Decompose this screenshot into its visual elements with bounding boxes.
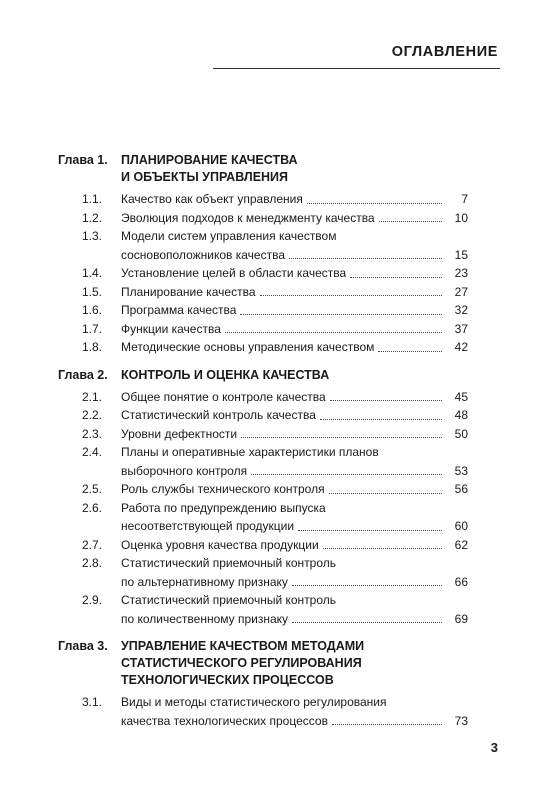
chapter-section [58,638,468,730]
entry-page: 15 [454,247,468,262]
chapter-title-line: ТЕХНОЛОГИЧЕСКИХ ПРОЦЕССОВ [121,673,334,687]
entry-body [121,338,468,357]
entry-title: Статистический приемочный контроль [121,593,337,607]
entry-line [121,246,468,265]
chapter-section [58,367,468,629]
dot-leader [292,621,442,623]
entry-number: 1.5. [81,284,102,299]
chapter-heading [58,367,468,384]
entry-number: 1.1. [81,192,102,206]
toc-entry [58,443,468,480]
entry-number: 2.9. [81,593,102,607]
entry-line [121,227,468,246]
entry-title: Планирование качества [121,284,256,299]
entry-page: 53 [454,463,468,478]
entry-body [121,591,468,628]
entry-page: 60 [454,519,468,533]
toc-entry [58,338,468,357]
entry-body [121,209,468,228]
header-rule [213,68,500,69]
toc-entry [58,499,468,536]
entry-page: 62 [454,537,468,552]
entry-line [121,554,468,573]
chapter-label: Глава 3. [58,639,108,653]
entry-body [121,693,468,730]
dot-leader [378,350,442,352]
chapter-heading [58,152,468,186]
entry-title: Статистический контроль качества [121,408,316,422]
toc-entry [58,209,468,228]
entry-number: 2.4. [81,445,102,459]
entry-title: Программа качества [121,303,237,317]
entry-title: Работа по предупреждению выпуска [121,500,326,515]
dot-leader [332,723,442,725]
entry-number: 2.6. [81,500,102,515]
entry-title: Эволюция подходов к менеджменту качества [121,210,375,225]
chapter-section [58,152,468,357]
entry-body [121,554,468,591]
entry-number: 2.8. [81,556,102,570]
chapter-label: Глава 2. [58,367,108,382]
entry-title: Роль службы технического контроля [121,482,325,496]
entry-body [121,190,468,209]
entry-line [121,536,468,555]
entry-line [121,712,468,731]
toc-entry [58,554,468,591]
entry-number: 2.2. [81,408,102,422]
chapter-heading [58,638,468,689]
entry-page: 27 [454,284,468,299]
entry-title: выборочного контроля [121,463,248,478]
entry-line [121,209,468,228]
chapter-title [121,152,468,186]
entry-page: 56 [454,482,468,496]
entry-number: 1.4. [81,266,102,280]
entry-line [121,320,468,339]
entry-title: Методические основы управления качеством [121,340,375,354]
entry-page: 37 [454,321,468,336]
entry-title: сосновоположников качества [121,247,285,262]
entry-body [121,499,468,536]
toc-entry [58,301,468,320]
entry-number: 2.1. [81,389,102,404]
dot-leader [225,331,442,333]
entry-body [121,406,468,425]
entry-title: Установление целей в области качества [121,266,347,280]
entry-line [121,406,468,425]
entry-page: 66 [454,574,468,589]
entry-title: Качество как объект управления [121,192,303,206]
entry-line [121,499,468,518]
entry-line [121,480,468,499]
chapter-title-line: КОНТРОЛЬ И ОЦЕНКА КАЧЕСТВА [121,367,330,382]
entry-title: качества технологических процессов [121,713,328,728]
toc-entry [58,388,468,407]
entry-line [121,693,468,712]
entry-page: 48 [454,408,468,422]
dot-leader [320,418,442,420]
entry-line [121,517,468,536]
dot-leader [298,529,442,531]
toc-entry [58,425,468,444]
entry-page: 50 [454,426,468,441]
entry-line [121,610,468,629]
entry-body [121,264,468,283]
entry-page: 32 [454,303,468,317]
chapter-title [121,638,468,689]
entry-title: Функции качества [121,321,221,336]
chapter-title-line: И ОБЪЕКТЫ УПРАВЛЕНИЯ [121,170,289,184]
dot-leader [323,547,442,549]
dot-leader [240,313,442,315]
entry-line [121,338,468,357]
chapter-title [121,367,468,384]
toc-entry [58,693,468,730]
toc-entry [58,536,468,555]
toc-entry [58,591,468,628]
entry-title: Оценка уровня качества продукции [121,537,319,552]
dot-leader [379,220,442,222]
entry-number: 2.7. [81,537,102,552]
dot-leader [241,436,442,438]
entry-page: 42 [454,340,468,354]
entry-body [121,388,468,407]
entry-title: Уровни дефектности [121,426,238,441]
entry-title: Виды и методы статистического регулирования [121,695,387,709]
entry-line [121,388,468,407]
dot-leader [350,276,442,278]
entry-title: по количественному признаку [121,611,289,626]
entry-number: 2.3. [81,426,102,441]
dot-leader [251,473,442,475]
entry-number: 1.8. [81,340,102,354]
entry-number: 1.7. [81,321,102,336]
toc-entry [58,406,468,425]
entry-page: 7 [461,192,468,206]
entry-number: 1.2. [81,210,102,225]
entry-number: 1.6. [81,303,102,317]
entry-title: несоответствующей продукции [121,519,295,533]
dot-leader [330,399,442,401]
entry-title: Общее понятие о контроле качества [121,389,326,404]
chapter-title-line: ПЛАНИРОВАНИЕ КАЧЕСТВА [121,153,298,167]
entry-body [121,301,468,320]
entry-number: 1.3. [81,229,102,243]
entry-page: 69 [454,611,468,626]
chapter-title-line: УПРАВЛЕНИЕ КАЧЕСТВОМ МЕТОДАМИ [121,639,365,653]
entry-body [121,536,468,555]
toc-entry [58,264,468,283]
toc-entry [58,320,468,339]
entry-title: по альтернативному признаку [121,574,288,589]
dot-leader [260,294,443,296]
entry-line [121,462,468,481]
entry-body [121,425,468,444]
entry-body [121,320,468,339]
dot-leader [307,202,442,204]
entry-body [121,480,468,499]
entry-title: Модели систем управления качеством [121,229,337,243]
entry-title: Статистический приемочный контроль [121,556,337,570]
toc-entry [58,283,468,302]
chapter-title-line: СТАТИСТИЧЕСКОГО РЕГУЛИРОВАНИЯ [121,656,362,670]
dot-leader [289,257,442,259]
entry-line [121,283,468,302]
dot-leader [292,584,442,586]
entry-line [121,301,468,320]
entry-page: 10 [454,210,468,225]
chapter-label: Глава 1. [58,153,108,167]
entry-line [121,443,468,462]
entry-title: Планы и оперативные характеристики планов [121,445,379,459]
dot-leader [329,492,442,494]
entry-line [121,190,468,209]
entry-body [121,227,468,264]
entry-number: 2.5. [81,482,102,496]
toc-entry [58,227,468,264]
toc-entry [58,480,468,499]
entry-body [121,283,468,302]
running-head: ОГЛАВЛЕНИЕ [391,44,498,60]
table-of-contents [58,152,468,740]
entry-page: 73 [454,713,468,728]
entry-line [121,591,468,610]
entry-line [121,573,468,592]
entry-line [121,264,468,283]
entry-page: 23 [454,266,468,280]
entry-page: 45 [454,389,468,404]
toc-entry [58,190,468,209]
page-number: 3 [490,740,498,755]
entry-body [121,443,468,480]
entry-line [121,425,468,444]
entry-number: 3.1. [81,695,102,709]
